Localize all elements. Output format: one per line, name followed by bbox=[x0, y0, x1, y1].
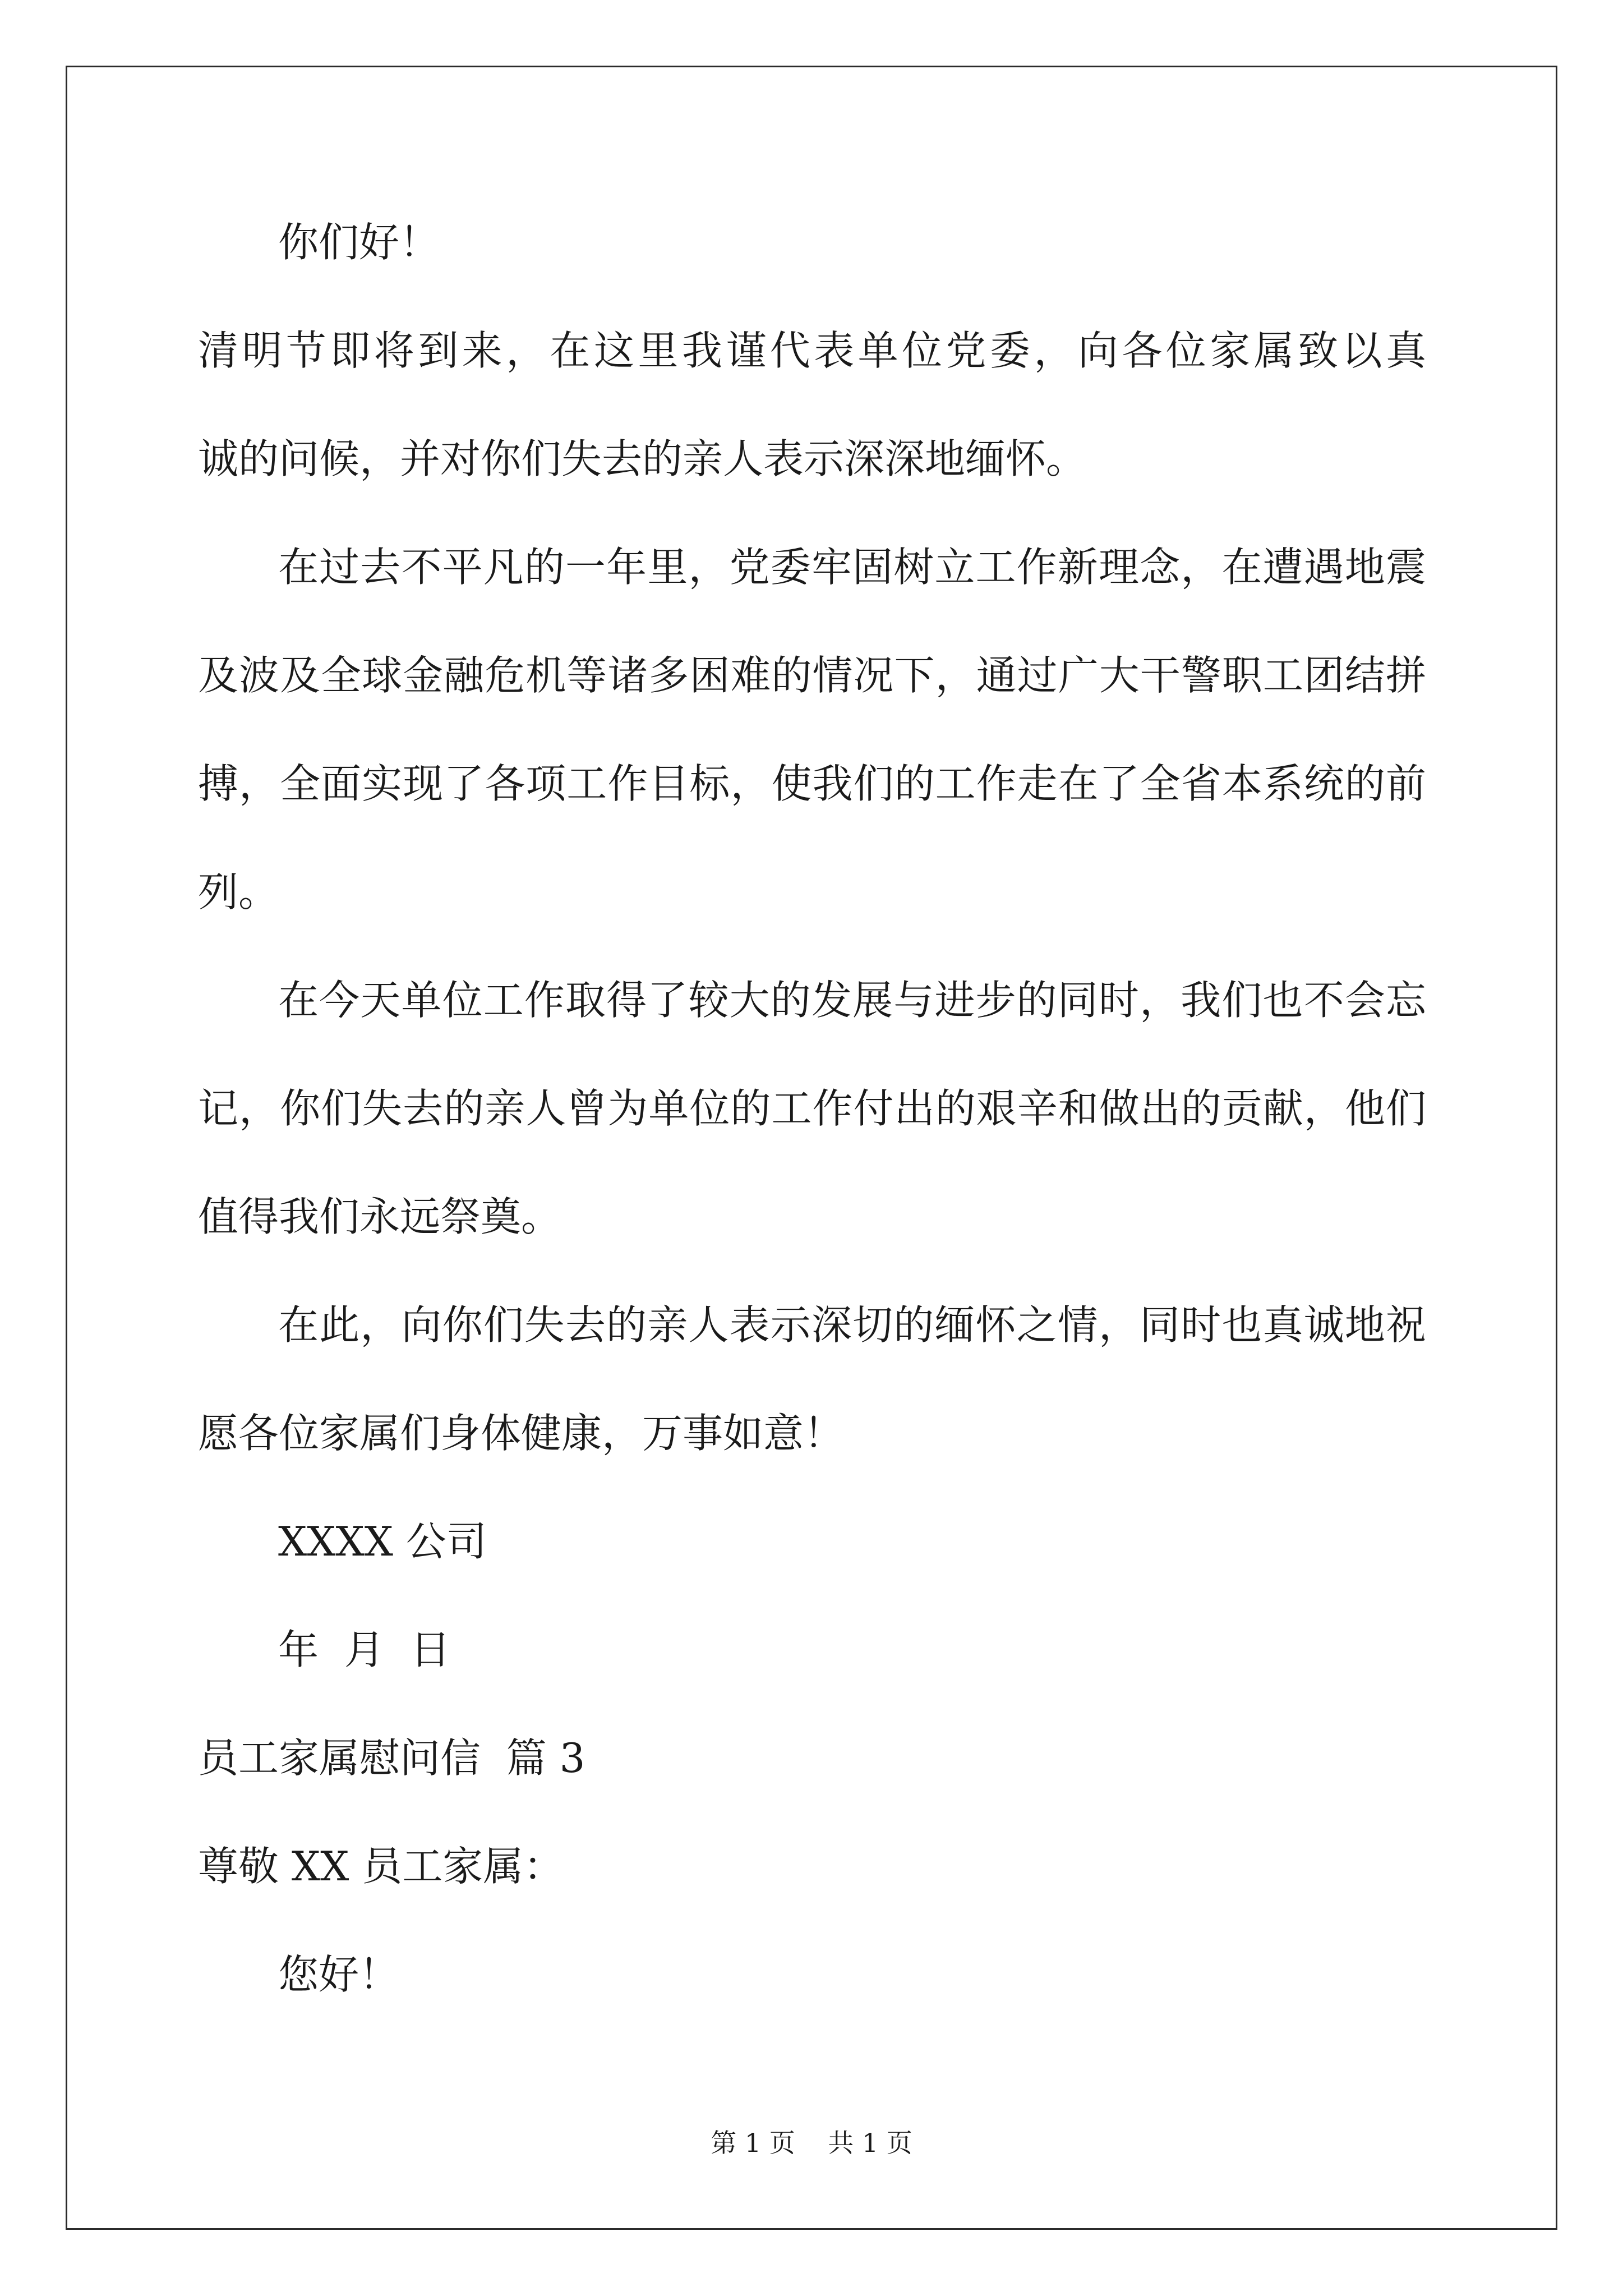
paragraph-1-line-1: 清明节即将到来，在这里我谨代表单位党委，向各位家属致以真 bbox=[198, 327, 1426, 374]
paragraph-4-line-2: 愿各位家属们身体健康，万事如意！ bbox=[198, 1410, 845, 1457]
paragraph-2-line-4: 列。 bbox=[198, 868, 279, 915]
greeting-line: 你们好！ bbox=[278, 219, 440, 266]
paragraph-4-line-1: 在此，向你们失去的亲人表示深切的缅怀之情，同时也真诚地祝 bbox=[278, 1301, 1426, 1349]
page-border bbox=[66, 66, 1557, 2230]
paragraph-2-line-3: 搏，全面实现了各项工作目标，使我们的工作走在了全省本系统的前 bbox=[198, 760, 1426, 807]
signature-date: 年 月 日 bbox=[278, 1626, 451, 1673]
paragraph-3-line-3: 值得我们永远祭奠。 bbox=[198, 1193, 562, 1240]
greeting-line-2: 您好！ bbox=[278, 1951, 400, 1998]
paragraph-3-line-1: 在今天单位工作取得了较大的发展与进步的同时，我们也不会忘 bbox=[278, 977, 1426, 1024]
signature-company: XXXX 公司 bbox=[278, 1518, 487, 1565]
page-number-footer bbox=[0, 2126, 1623, 2160]
paragraph-1-line-2: 诚的问候，并对你们失去的亲人表示深深地缅怀。 bbox=[198, 435, 1087, 482]
page-number-label: 第 1 页 共 1 页 bbox=[711, 2128, 912, 2158]
salutation: 尊敬 XX 员工家属： bbox=[198, 1843, 564, 1890]
paragraph-2-line-2: 及波及全球金融危机等诸多困难的情况下，通过广大干警职工团结拼 bbox=[198, 652, 1426, 699]
paragraph-3-line-2: 记，你们失去的亲人曾为单位的工作付出的艰辛和做出的贡献，他们 bbox=[198, 1085, 1426, 1132]
paragraph-2-line-1: 在过去不平凡的一年里，党委牢固树立工作新理念，在遭遇地震 bbox=[278, 544, 1426, 591]
section-heading: 员工家属慰问信 篇 3 bbox=[198, 1734, 585, 1782]
